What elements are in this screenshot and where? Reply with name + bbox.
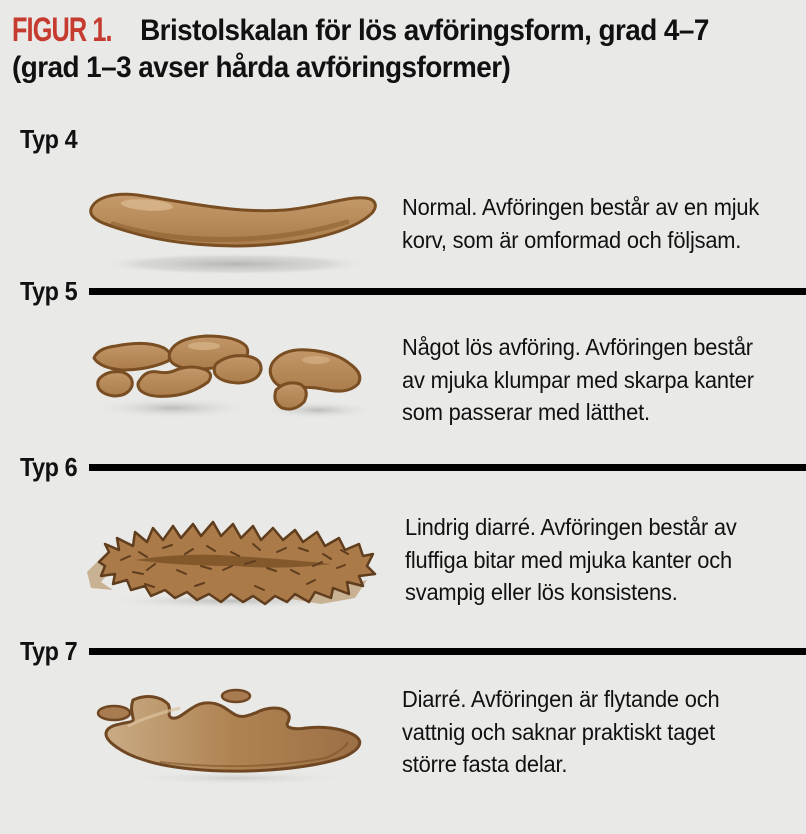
section-rule bbox=[89, 288, 806, 295]
typ7-droplet-top bbox=[222, 690, 250, 702]
typ5-shadow bbox=[91, 397, 255, 419]
typ4-smooth-sausage-illustration bbox=[85, 176, 382, 278]
type6-header-row bbox=[20, 452, 806, 482]
typ5-soft-lumps-illustration bbox=[88, 328, 378, 443]
type6-label: Typ 6 bbox=[20, 452, 78, 482]
typ5-lumps bbox=[94, 336, 360, 409]
type4-label: Typ 4 bbox=[20, 124, 78, 154]
type4-description: Normal. Avföringen består av en mjuk korv, som är omformad och följsam. bbox=[402, 194, 760, 253]
type7-description: Diarré. Avföringen är flytande och vattnig och saknar praktiskt taget större fasta delar. bbox=[402, 686, 720, 777]
type5-header-row bbox=[20, 276, 806, 306]
figure-title-line2: (grad 1–3 avser hårda avföringsformer) bbox=[12, 51, 511, 84]
figure-title-text: Bristolskalan för lös avföringsform, grad 4–7 bbox=[140, 14, 709, 47]
type5-description: Något lös avföring. Avföringen består av mjuka klumpar med skarpa kanter som passerar med lätthet. bbox=[402, 334, 754, 425]
typ7-liquid-puddle-illustration bbox=[88, 684, 383, 792]
section-rule bbox=[89, 464, 806, 471]
type5-label: Typ 5 bbox=[20, 276, 78, 306]
type7-label: Typ 7 bbox=[20, 636, 78, 666]
typ6-fluffy-pieces-illustration bbox=[85, 510, 380, 610]
figure-number-label: FIGUR 1. bbox=[12, 11, 112, 49]
typ7-puddle bbox=[106, 697, 360, 772]
section-rule bbox=[89, 648, 806, 655]
typ7-droplet-left bbox=[98, 706, 130, 720]
type6-description: Lindrig diarré. Avföringen består av fluffiga bitar med mjuka kanter och svampig eller lös konsistens. bbox=[405, 514, 737, 605]
figure-title bbox=[12, 12, 761, 86]
typ7-shadow bbox=[120, 771, 356, 785]
typ4-shadow bbox=[99, 253, 371, 275]
figure-title-line1 bbox=[12, 12, 709, 49]
type7-header-row bbox=[20, 636, 806, 666]
